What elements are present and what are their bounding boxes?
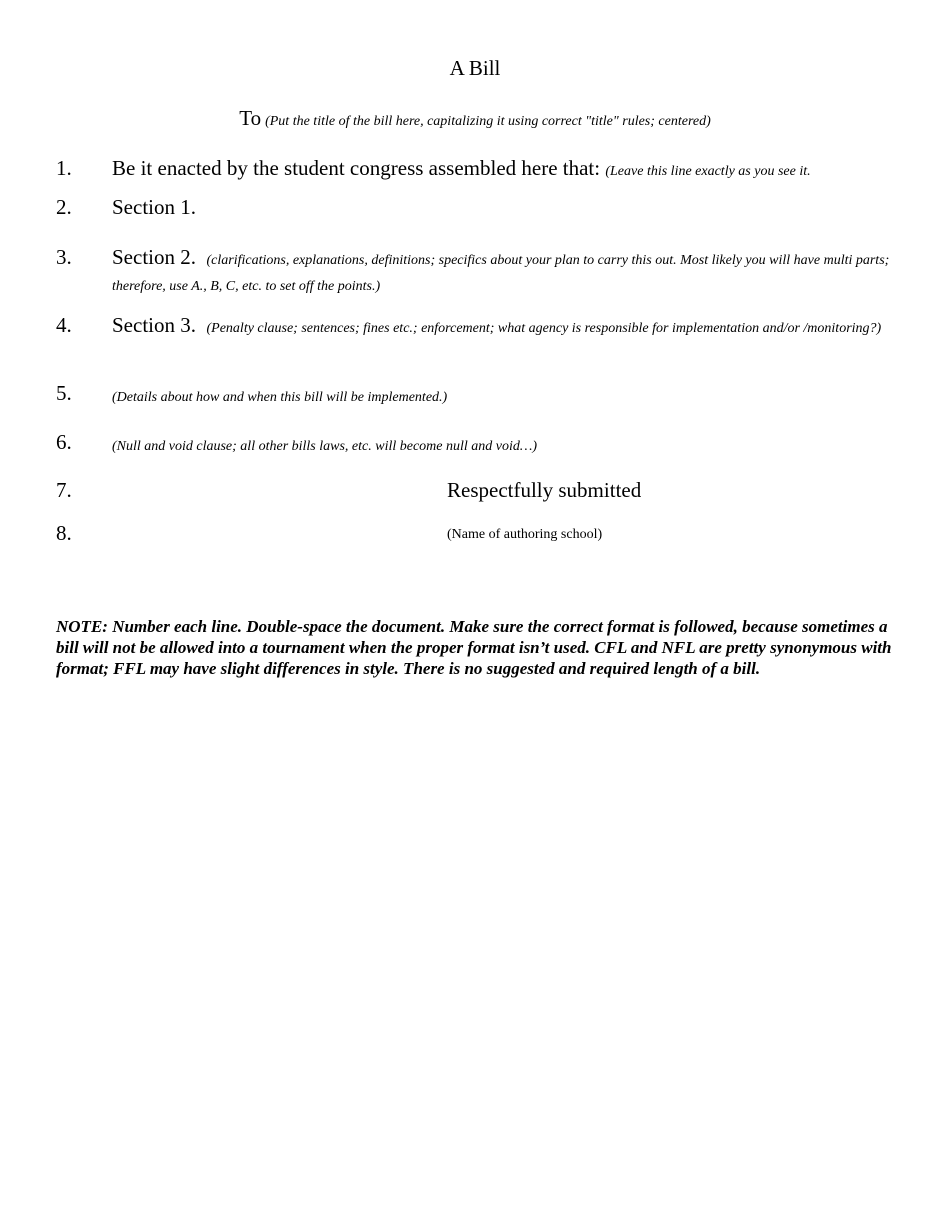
bill-title: A Bill: [449, 56, 501, 80]
bill-subtitle: [0, 106, 950, 131]
subtitle-instruction: (Put the title of the bill here, capitalizing it using correct "title" rules; centered): [265, 114, 711, 129]
line-number: 8.: [56, 521, 72, 545]
line-number: 5.: [56, 381, 72, 405]
enacting-clause: Be it enacted by the student congress assembled here that:: [112, 156, 606, 180]
line-instruction: (Penalty clause; sentences; fines etc.; enforcement; what agency is responsible for implementation and/or /monitoring?): [206, 321, 882, 336]
line-content: [112, 430, 902, 456]
line-instruction: (Null and void clause; all other bills laws, etc. will become null and void…): [112, 439, 538, 454]
line-content: [112, 313, 882, 339]
line-number: 4.: [56, 313, 72, 337]
line-number: 2.: [56, 195, 72, 219]
line-content: [112, 381, 902, 407]
line-number: 1.: [56, 156, 72, 180]
line-instruction: (Leave this line exactly as you see it.: [605, 164, 811, 179]
subtitle-to: To: [239, 106, 262, 130]
line-number: 7.: [56, 478, 72, 502]
section-heading: Section 1.: [112, 195, 196, 219]
line-content: [112, 195, 902, 219]
line-instruction: (Details about how and when this bill will be implemented.): [112, 390, 448, 405]
line-content: [112, 156, 902, 182]
section-heading: Section 2.: [112, 245, 196, 269]
line-number: 3.: [56, 245, 72, 269]
respectfully-submitted: Respectfully submitted: [447, 478, 642, 502]
line-instruction: (clarifications, explanations, definitions; specifics about your plan to carry this out. Most likely you will have multi parts; therefore, use A., B, C, etc. to set off the points.): [112, 253, 890, 294]
line-number: 6.: [56, 430, 72, 454]
section-heading: Section 3.: [112, 313, 196, 337]
format-note: NOTE: Number each line. Double-space the document. Make sure the correct format is followed, because sometimes a bill will not be allowed into a tournament when the proper format isn’t used. CFL and NFL are pretty synonymous with format; FFL may have slight differences in style. There is no suggested and required length of a bill.: [56, 617, 892, 678]
line-content: [112, 245, 902, 297]
authoring-school: (Name of authoring school): [447, 527, 603, 542]
